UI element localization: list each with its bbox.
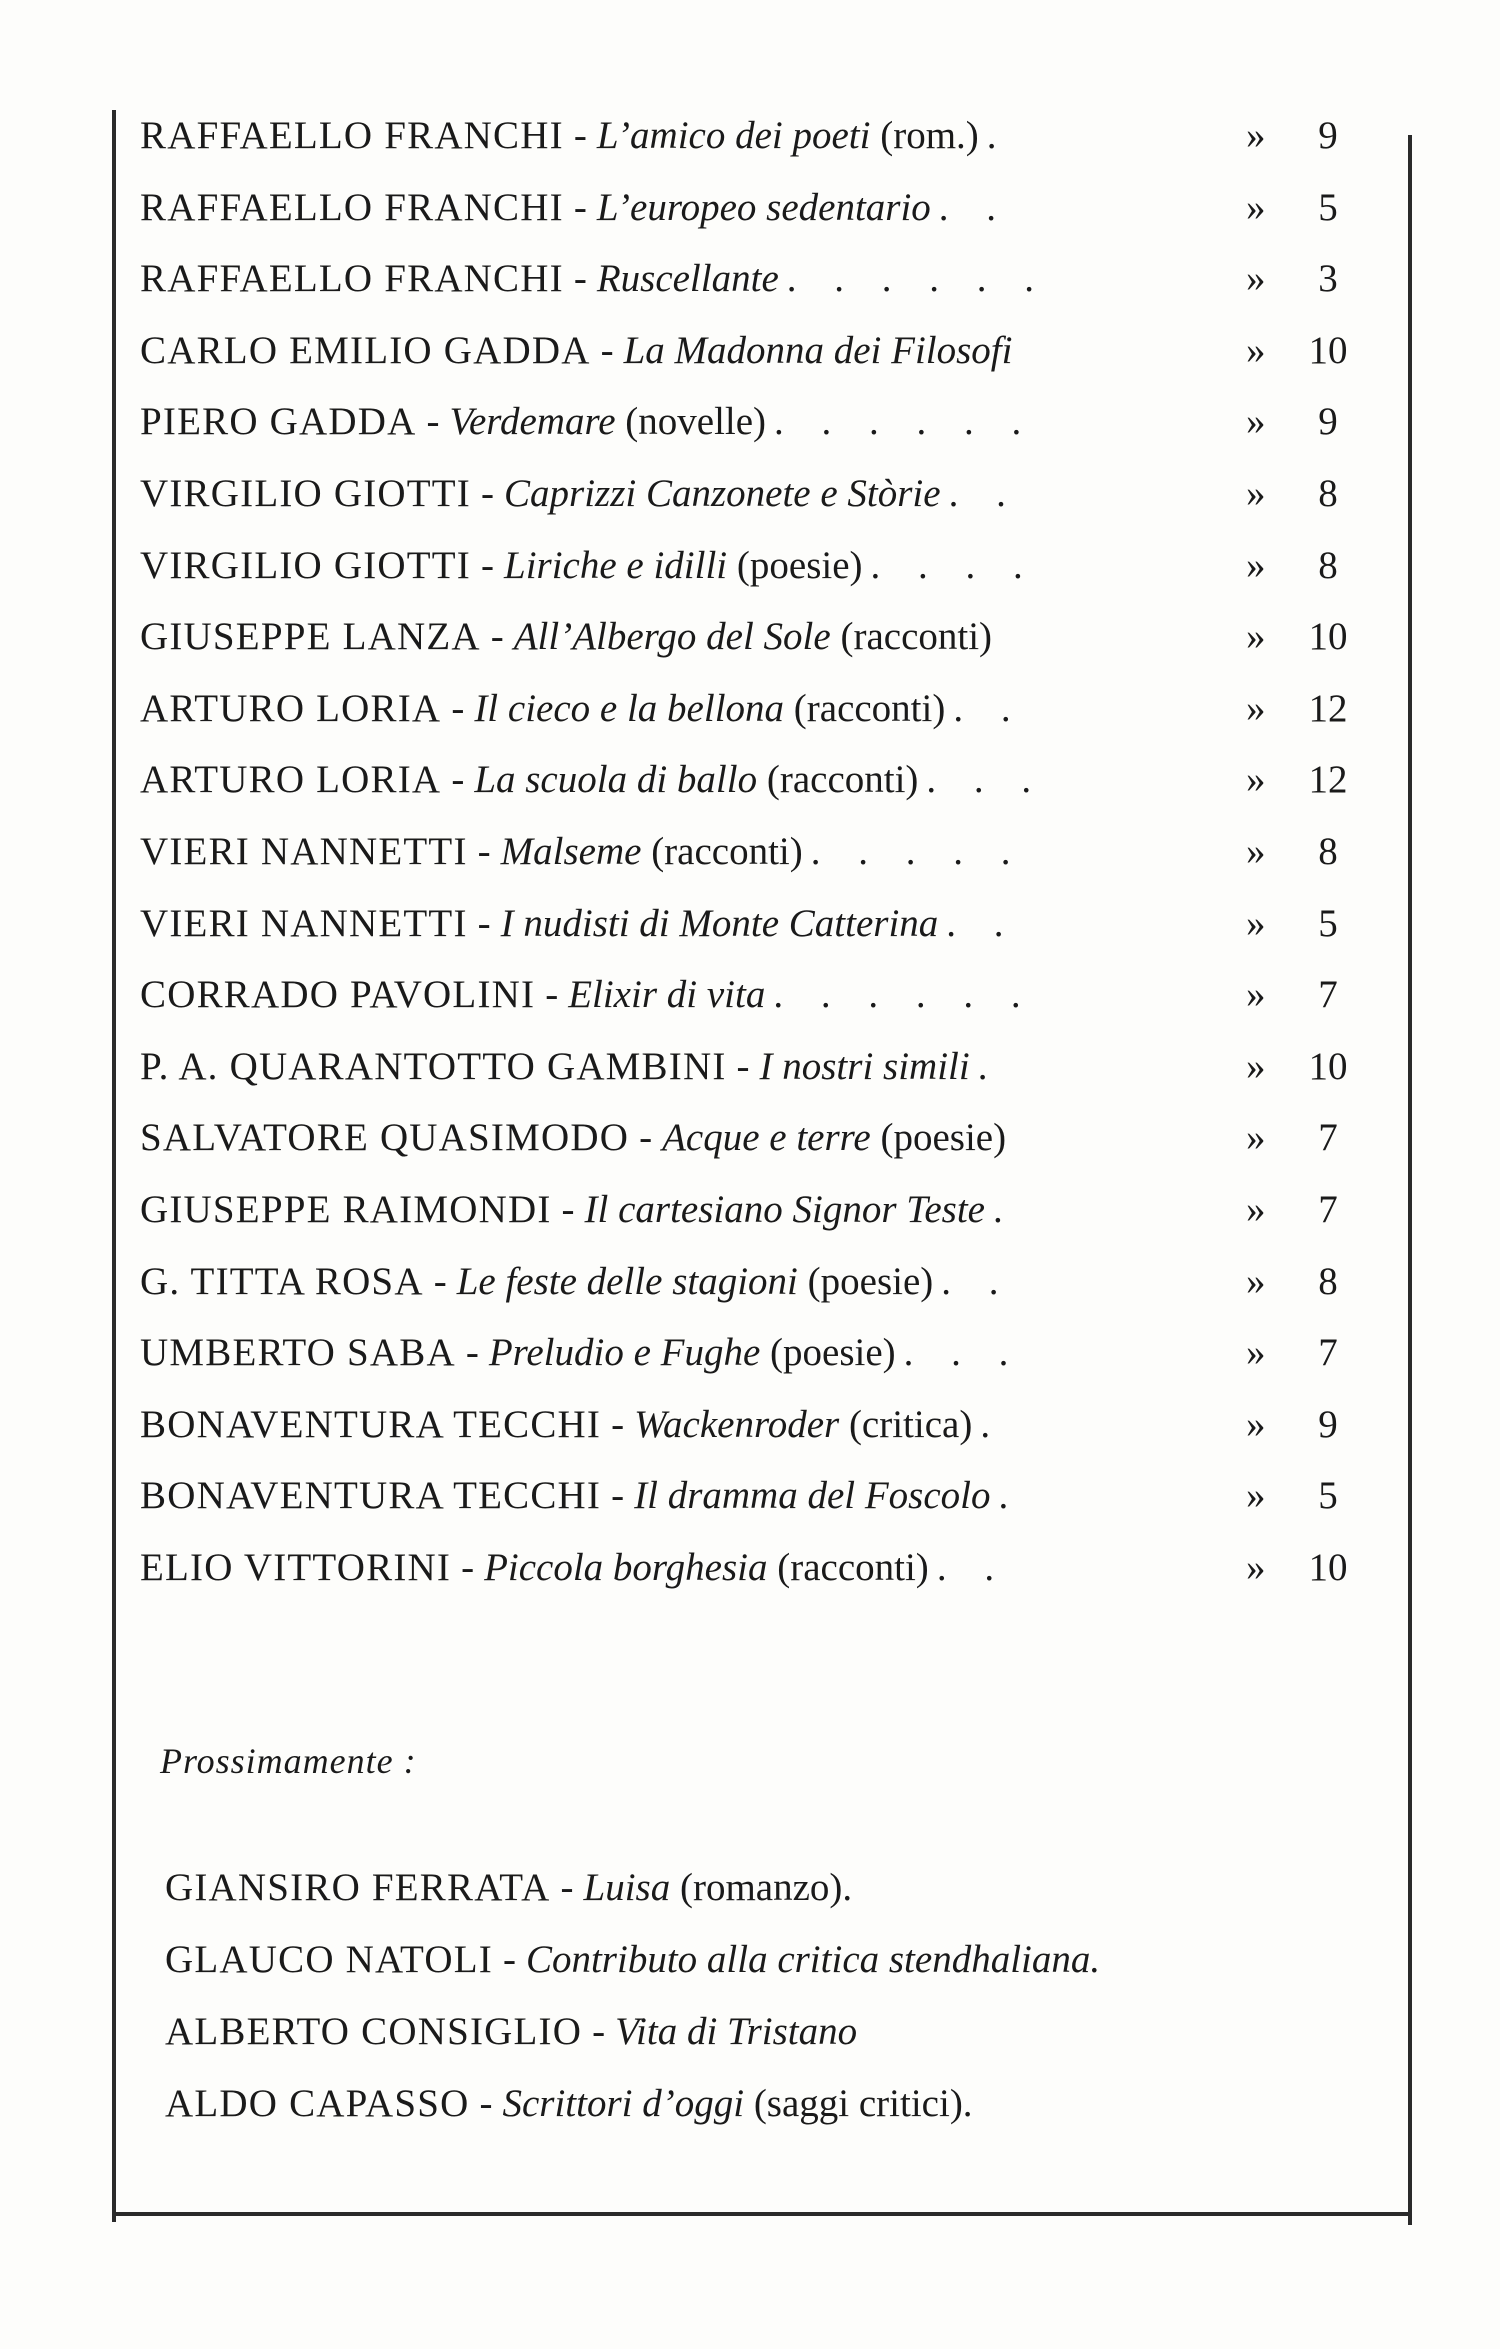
entry-note: (poesie): [807, 1259, 934, 1303]
entry-text: [140, 601, 992, 673]
entry-separator: -: [481, 543, 494, 587]
entry-note: (poesie): [880, 1116, 1007, 1160]
entry-title: Liriche e idilli: [504, 543, 728, 587]
entry-author: RAFFAELLO FRANCHI: [140, 185, 564, 229]
entry-price: 5: [1318, 185, 1338, 229]
entry-note: (rom.): [880, 114, 979, 157]
entry-price-mark: »: [1246, 1187, 1266, 1231]
entry-title: L’europeo sedentario: [596, 185, 931, 229]
entry-title: Acque e terre: [662, 1116, 871, 1160]
entry-title: I nudisti di Monte Catterina: [500, 901, 939, 945]
entry-leader-dots: . . .: [926, 758, 1046, 802]
entry-price-mark: »: [1246, 328, 1266, 372]
entry-separator: -: [561, 1187, 575, 1231]
catalog-entry: [140, 816, 1370, 888]
entry-price-mark: »: [1246, 1474, 1266, 1518]
entry-price-mark: »: [1246, 1331, 1266, 1375]
entry-separator: -: [736, 1044, 750, 1088]
forthcoming-separator: -: [502, 1938, 516, 1981]
frame-bottom-rule: [112, 2212, 1412, 2216]
forthcoming-title: Scrittori d’oggi: [502, 2082, 745, 2125]
catalog-entry: [140, 1460, 1370, 1532]
entry-title: Wackenroder: [634, 1402, 840, 1446]
entry-title: I nostri simili: [759, 1044, 970, 1088]
entry-price: 10: [1308, 1545, 1348, 1589]
entry-author: BONAVENTURA TECCHI: [140, 1474, 602, 1518]
entry-title: La scuola di ballo: [474, 758, 758, 802]
entry-separator: -: [545, 973, 559, 1017]
entry-price: 5: [1318, 901, 1338, 945]
entry-separator: -: [639, 1116, 653, 1160]
entry-price: 7: [1318, 973, 1338, 1017]
entry-text: [140, 458, 1020, 530]
catalog-entry: [140, 315, 1370, 387]
catalog-entry: [140, 744, 1370, 816]
entry-note: (critica): [848, 1402, 973, 1446]
entry-title: Il cieco e la bellona: [474, 686, 785, 730]
entry-title: Verdemare: [449, 400, 616, 444]
catalog-entry: [140, 1102, 1370, 1174]
entry-text: [140, 1317, 1022, 1389]
entry-price: 10: [1308, 1044, 1348, 1088]
entry-leader-dots: . . .: [903, 1331, 1023, 1375]
entry-separator: -: [451, 686, 465, 730]
entry-price-mark: »: [1246, 400, 1266, 444]
entry-author: SALVATORE QUASIMODO: [140, 1116, 630, 1160]
forthcoming-note: (saggi critici).: [753, 2082, 973, 2125]
entry-title: Le feste delle stagioni: [456, 1259, 798, 1303]
catalog-entry: [140, 1246, 1370, 1318]
forthcoming-author: ALBERTO CONSIGLIO: [165, 2010, 583, 2053]
forthcoming-separator: -: [479, 2082, 493, 2125]
entry-title: Piccola borghesia: [484, 1545, 768, 1589]
entry-price: 5: [1318, 1474, 1338, 1518]
entry-title: La Madonna dei Filosofi: [623, 328, 1013, 372]
entry-author: VIERI NANNETTI: [140, 901, 468, 945]
entry-note: (novelle): [625, 400, 767, 444]
forthcoming-item: [165, 1996, 1365, 2068]
entry-leader-dots: . .: [946, 901, 1018, 945]
entry-text: [140, 315, 1012, 387]
entry-leader-dots: . . . .: [870, 543, 1037, 587]
entry-author: ARTURO LORIA: [140, 686, 442, 730]
entry-price-mark: »: [1246, 1545, 1266, 1589]
entry-text: [140, 888, 1018, 960]
forthcoming-list: [165, 1852, 1365, 2140]
entry-text: [140, 172, 1010, 244]
forthcoming-title: Vita di Tristano: [615, 2010, 858, 2053]
entry-price: 7: [1318, 1187, 1338, 1231]
entry-text: [140, 1389, 1004, 1461]
entry-leader-dots: . . . . .: [810, 829, 1025, 873]
entry-text: [140, 1246, 1013, 1318]
forthcoming-author: ALDO CAPASSO: [165, 2082, 470, 2125]
entry-separator: -: [451, 758, 465, 802]
entry-separator: -: [477, 901, 491, 945]
entry-price-mark: »: [1246, 471, 1266, 515]
catalog-entry: [140, 1174, 1370, 1246]
entry-title: Ruscellante: [596, 257, 779, 301]
entry-title: Malseme: [500, 829, 642, 873]
entry-separator: -: [611, 1474, 625, 1518]
entry-leader-dots: . .: [936, 1545, 1009, 1589]
forthcoming-author: GLAUCO NATOLI: [165, 1938, 493, 1981]
book-catalog-list: [140, 100, 1370, 1603]
entry-author: UMBERTO SABA: [140, 1331, 456, 1375]
entry-leader-dots: . .: [938, 185, 1011, 229]
entry-text: [140, 1460, 1022, 1532]
catalog-entry: [140, 1389, 1370, 1461]
entry-separator: -: [477, 829, 491, 873]
entry-author: BONAVENTURA TECCHI: [140, 1402, 602, 1446]
entry-title: Elixir di vita: [568, 973, 766, 1017]
entry-price-mark: »: [1246, 1259, 1266, 1303]
entry-price-mark: »: [1246, 257, 1266, 301]
entry-leader-dots: .: [980, 1402, 1005, 1446]
entry-text: [140, 744, 1045, 816]
entry-price-mark: »: [1246, 185, 1266, 229]
entry-text: [140, 1174, 1017, 1246]
entry-text: [140, 673, 1025, 745]
catalog-entry: [140, 100, 1370, 172]
entry-title: L’amico dei poeti: [596, 114, 871, 157]
entry-note: (racconti): [793, 686, 946, 730]
entry-text: [140, 386, 1035, 458]
entry-price-mark: »: [1246, 829, 1266, 873]
catalog-entry: [140, 1031, 1370, 1103]
catalog-entry: [140, 888, 1370, 960]
entry-note: (racconti): [777, 1545, 929, 1589]
entry-price-mark: »: [1246, 758, 1266, 802]
catalog-entry: [140, 243, 1370, 315]
entry-author: VIRGILIO GIOTTI: [140, 471, 471, 515]
entry-text: [140, 1031, 1001, 1103]
forthcoming-heading: Prossimamente :: [160, 1741, 417, 1781]
entry-author: GIUSEPPE RAIMONDI: [140, 1187, 552, 1231]
entry-text: [140, 816, 1025, 888]
entry-price-mark: »: [1246, 1116, 1266, 1160]
entry-leader-dots: . .: [953, 686, 1025, 730]
entry-note: (racconti): [840, 615, 993, 659]
entry-text: [140, 1102, 1006, 1174]
entry-author: G. TITTA ROSA: [140, 1259, 424, 1303]
entry-leader-dots: . .: [948, 471, 1020, 515]
entry-author: ELIO VITTORINI: [140, 1545, 452, 1589]
entry-separator: -: [573, 185, 587, 229]
entry-price: 8: [1318, 1259, 1338, 1303]
forthcoming-author: GIANSIRO FERRATA: [165, 1866, 551, 1909]
entry-separator: -: [600, 328, 614, 372]
catalog-entry: [140, 458, 1370, 530]
forthcoming-title: Luisa: [583, 1866, 671, 1909]
entry-price-mark: »: [1246, 901, 1266, 945]
entry-leader-dots: . .: [941, 1259, 1013, 1303]
catalog-entry: [140, 530, 1370, 602]
frame-left-rule: [112, 110, 116, 2222]
entry-author: CARLO EMILIO GADDA: [140, 328, 591, 372]
entry-author: VIERI NANNETTI: [140, 829, 468, 873]
entry-author: GIUSEPPE LANZA: [140, 615, 481, 659]
entry-price: 7: [1318, 1331, 1338, 1375]
entry-price: 10: [1308, 615, 1348, 659]
entry-text: [140, 1532, 1008, 1604]
entry-price: 8: [1318, 471, 1338, 515]
entry-author: P. A. QUARANTOTTO GAMBINI: [140, 1044, 727, 1088]
entry-separator: -: [426, 400, 440, 444]
entry-author: PIERO GADDA: [140, 400, 417, 444]
entry-text: [140, 959, 1035, 1031]
entry-price: 8: [1318, 543, 1338, 587]
entry-price: 3: [1318, 257, 1338, 301]
entry-separator: -: [490, 615, 504, 659]
catalog-entry: [140, 673, 1370, 745]
entry-author: CORRADO PAVOLINI: [140, 973, 536, 1017]
entry-price: 7: [1318, 1116, 1338, 1160]
entry-separator: -: [481, 471, 494, 515]
entry-price-mark: »: [1246, 615, 1266, 659]
entry-price-mark: »: [1246, 1044, 1266, 1088]
forthcoming-item: [165, 1852, 1365, 1924]
entry-separator: -: [433, 1259, 447, 1303]
entry-leader-dots: .: [977, 1044, 1002, 1088]
entry-price: 9: [1318, 400, 1338, 444]
entry-price: 10: [1308, 328, 1348, 372]
forthcoming-separator: -: [592, 2010, 606, 2053]
catalog-entry: [140, 172, 1370, 244]
entry-price: 8: [1318, 829, 1338, 873]
entry-leader-dots: . . . . . .: [786, 257, 1048, 301]
entry-title: Caprizzi Canzonete e Stòrie: [504, 471, 941, 515]
entry-leader-dots: .: [986, 114, 1011, 157]
catalog-entry: [140, 1317, 1370, 1389]
catalog-entry: [140, 601, 1370, 673]
catalog-entry: [140, 386, 1370, 458]
forthcoming-item: [165, 1924, 1365, 1996]
entry-author: RAFFAELLO FRANCHI: [140, 257, 564, 301]
entry-price: 9: [1318, 114, 1338, 157]
entry-price-mark: »: [1246, 1402, 1266, 1446]
entry-price-mark: »: [1246, 973, 1266, 1017]
entry-separator: -: [461, 1545, 475, 1589]
entry-separator: -: [573, 257, 587, 301]
entry-author: ARTURO LORIA: [140, 758, 442, 802]
entry-title: Il dramma del Foscolo: [634, 1474, 991, 1518]
entry-separator: -: [573, 114, 587, 157]
entry-leader-dots: .: [993, 1187, 1017, 1231]
entry-price-mark: »: [1246, 543, 1266, 587]
catalog-entry: [140, 1532, 1370, 1604]
entry-text: [140, 530, 1037, 602]
entry-separator: -: [465, 1331, 479, 1375]
entry-price: 9: [1318, 1402, 1338, 1446]
entry-text: [140, 243, 1048, 315]
entry-price: 12: [1308, 758, 1348, 802]
entry-price-mark: »: [1246, 114, 1266, 157]
entry-note: (poesie): [736, 543, 863, 587]
entry-author: VIRGILIO GIOTTI: [140, 543, 471, 587]
entry-note: (racconti): [651, 829, 803, 873]
entry-author: RAFFAELLO FRANCHI: [140, 114, 564, 157]
forthcoming-separator: -: [560, 1866, 574, 1909]
entry-text: [140, 100, 1011, 172]
entry-leader-dots: . . . . . .: [773, 973, 1035, 1017]
entry-note: (racconti): [766, 758, 919, 802]
frame-right-rule: [1408, 135, 1412, 2225]
entry-note: (poesie): [770, 1331, 896, 1375]
forthcoming-item: [165, 2068, 1365, 2140]
entry-leader-dots: . . . . . .: [774, 400, 1036, 444]
entry-title: Preludio e Fughe: [488, 1331, 761, 1375]
forthcoming-note: (romanzo).: [679, 1866, 853, 1909]
entry-price-mark: »: [1246, 686, 1266, 730]
entry-title: Il cartesiano Signor Teste: [584, 1187, 985, 1231]
entry-title: All’Albergo del Sole: [513, 615, 831, 659]
entry-leader-dots: .: [998, 1474, 1023, 1518]
entry-separator: -: [611, 1402, 625, 1446]
forthcoming-title: Contributo alla critica stendhaliana.: [525, 1938, 1101, 1981]
catalog-entry: [140, 959, 1370, 1031]
entry-price: 12: [1308, 686, 1348, 730]
